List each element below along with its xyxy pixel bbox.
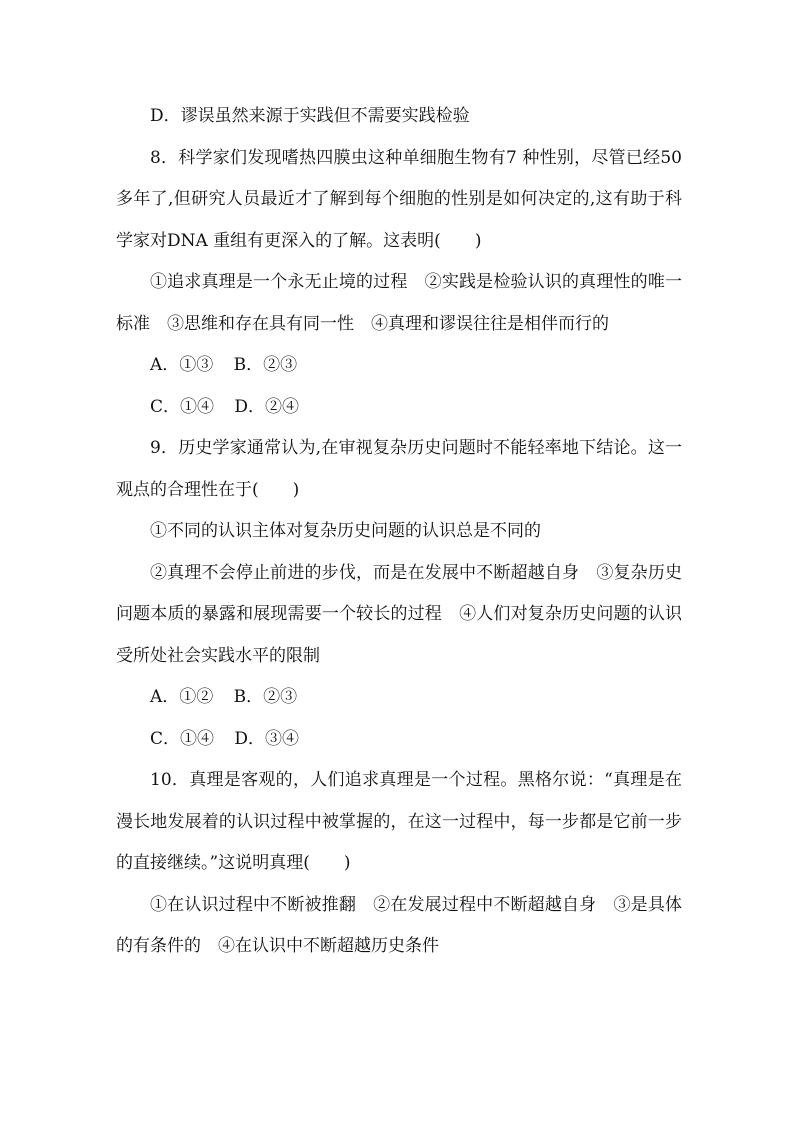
q9-option-c: C．①④ [150,728,215,749]
q10-stem: 10．真理是客观的，人们追求真理是一个过程。黑格尔说：“真理是在漫长地发展着的认识过程中被掌握的，在这一过程中，每一步都是它前一步的直接继续。”这说明真理( ) [116,770,682,873]
q9-options-cd [116,719,682,761]
q9-option-b: B．②③ [233,687,298,707]
q10-statements: ①在认识过程中不断被推翻 ②在发展过程中不断超越自身 ③是具体的有条件的 ④在认识中不断超越历史条件 [116,894,682,956]
q9-options-ab [116,677,682,719]
q7-option-d: D．谬误虽然来源于实践但不需要实践检验 [150,106,470,126]
q8-options-cd [116,387,682,429]
q8-option-c: C．①④ [150,396,215,417]
q8-option-d: D．②④ [234,396,300,417]
q8-stem: 8．科学家们发现嗜热四膜虫这种单细胞生物有7 种性别，尽管已经50 多年了,但研究人员最近才了解到每个细胞的性别是如何决定的,这有助于科学家对DNA 重组有更深入的了解。这表明( ) [116,147,682,251]
q8-option-b: B．②③ [233,355,298,375]
q8-options-ab [116,345,682,387]
q9-option-d: D．③④ [234,728,300,749]
q9-option-a: A．①② [150,687,214,707]
q8-statements: ①追求真理是一个永无止境的过程 ②实践是检验认识的真理性的唯一标准 ③思维和存在具有同一性 ④真理和谬误往往是相伴而行的 [116,272,682,334]
question-content [116,96,682,968]
q8-option-a: A．①③ [150,355,214,375]
q9-statements: ②真理不会停止前进的步伐，而是在发展中不断超越自身 ③复杂历史问题本质的暴露和展现需要一个较长的过程 ④人们对复杂历史问题的认识受所处社会实践水平的限制 [116,562,682,666]
q9-stem: 9．历史学家通常认为,在审视复杂历史问题时不能轻率地下结论。这一观点的合理性在于( ) [116,438,682,500]
q9-statement-1: ①不同的认识主体对复杂历史问题的认识总是不同的 [150,521,541,541]
